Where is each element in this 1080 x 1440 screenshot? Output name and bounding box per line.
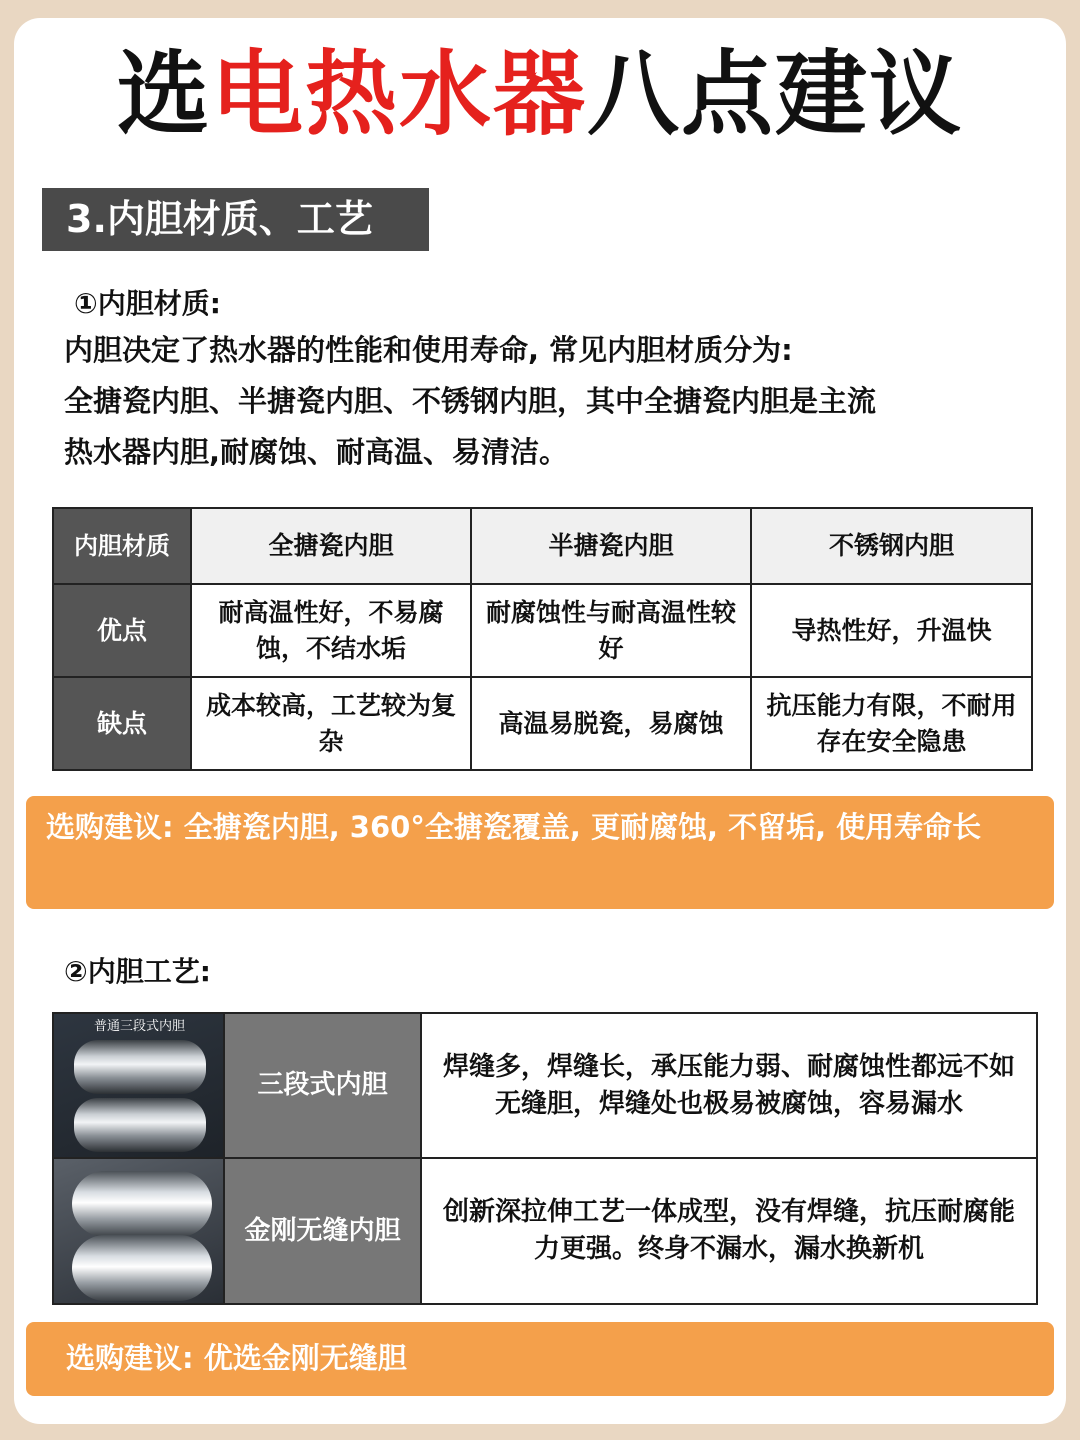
table-header-cell: 不锈钢内胆 xyxy=(751,508,1032,584)
table-header-cell: 内胆材质 xyxy=(53,508,191,584)
material-line-1: 内胆决定了热水器的性能和使用寿命, 常见内胆材质分为: xyxy=(64,333,793,367)
title-part-1: 选 xyxy=(116,41,211,148)
craft-comparison-table xyxy=(52,1012,1038,1305)
seamless-tank-image xyxy=(53,1158,224,1304)
craft-label: 金刚无缝内胆 xyxy=(224,1158,421,1304)
table-header-row xyxy=(53,508,1032,584)
craft-desc: 焊缝多，焊缝长，承压能力弱、耐腐蚀性都远不如无缝胆，焊缝处也极易被腐蚀，容易漏水 xyxy=(421,1013,1037,1158)
table-cell: 抗压能力有限，不耐用存在安全隐患 xyxy=(751,677,1032,770)
table-cell: 耐高温性好，不易腐蚀，不结水垢 xyxy=(191,584,471,677)
purchase-advice-craft: 选购建议: 优选金刚无缝胆 xyxy=(26,1322,1054,1396)
title-part-3: 八点建议 xyxy=(587,41,964,148)
row-label: 缺点 xyxy=(53,677,191,770)
purchase-advice-material: 选购建议: 全搪瓷内胆, 360°全搪瓷覆盖, 更耐腐蚀, 不留垢, 使用寿命长 xyxy=(26,796,1054,909)
table-header-cell: 全搪瓷内胆 xyxy=(191,508,471,584)
craft-subhead: ②内胆工艺: xyxy=(64,955,211,988)
title-part-2: 电热水器 xyxy=(210,41,587,148)
craft-label: 三段式内胆 xyxy=(224,1013,421,1158)
material-comparison-table xyxy=(52,507,1033,771)
table-cell: 耐腐蚀性与耐高温性较好 xyxy=(471,584,751,677)
table-row xyxy=(53,584,1032,677)
image-caption: 普通三段式内胆 xyxy=(94,1019,186,1034)
table-row xyxy=(53,677,1032,770)
table-cell: 导热性好，升温快 xyxy=(751,584,1032,677)
table-cell: 高温易脱瓷，易腐蚀 xyxy=(471,677,751,770)
table-header-cell: 半搪瓷内胆 xyxy=(471,508,751,584)
material-line-2: 全搪瓷内胆、半搪瓷内胆、不锈钢内胆，其中全搪瓷内胆是主流 xyxy=(64,384,877,418)
row-label: 优点 xyxy=(53,584,191,677)
table-row xyxy=(53,1013,1037,1158)
craft-desc: 创新深拉伸工艺一体成型，没有焊缝，抗压耐腐能力更强。终身不漏水，漏水换新机 xyxy=(421,1158,1037,1304)
section-tag: 3.内胆材质、工艺 xyxy=(42,188,429,251)
table-row xyxy=(53,1158,1037,1304)
material-line-3: 热水器内胆,耐腐蚀、耐高温、易清洁。 xyxy=(64,435,569,469)
three-section-tank-image xyxy=(53,1013,224,1158)
material-subhead: ①内胆材质: xyxy=(74,287,221,320)
page-title xyxy=(0,40,1080,150)
table-cell: 成本较高，工艺较为复杂 xyxy=(191,677,471,770)
